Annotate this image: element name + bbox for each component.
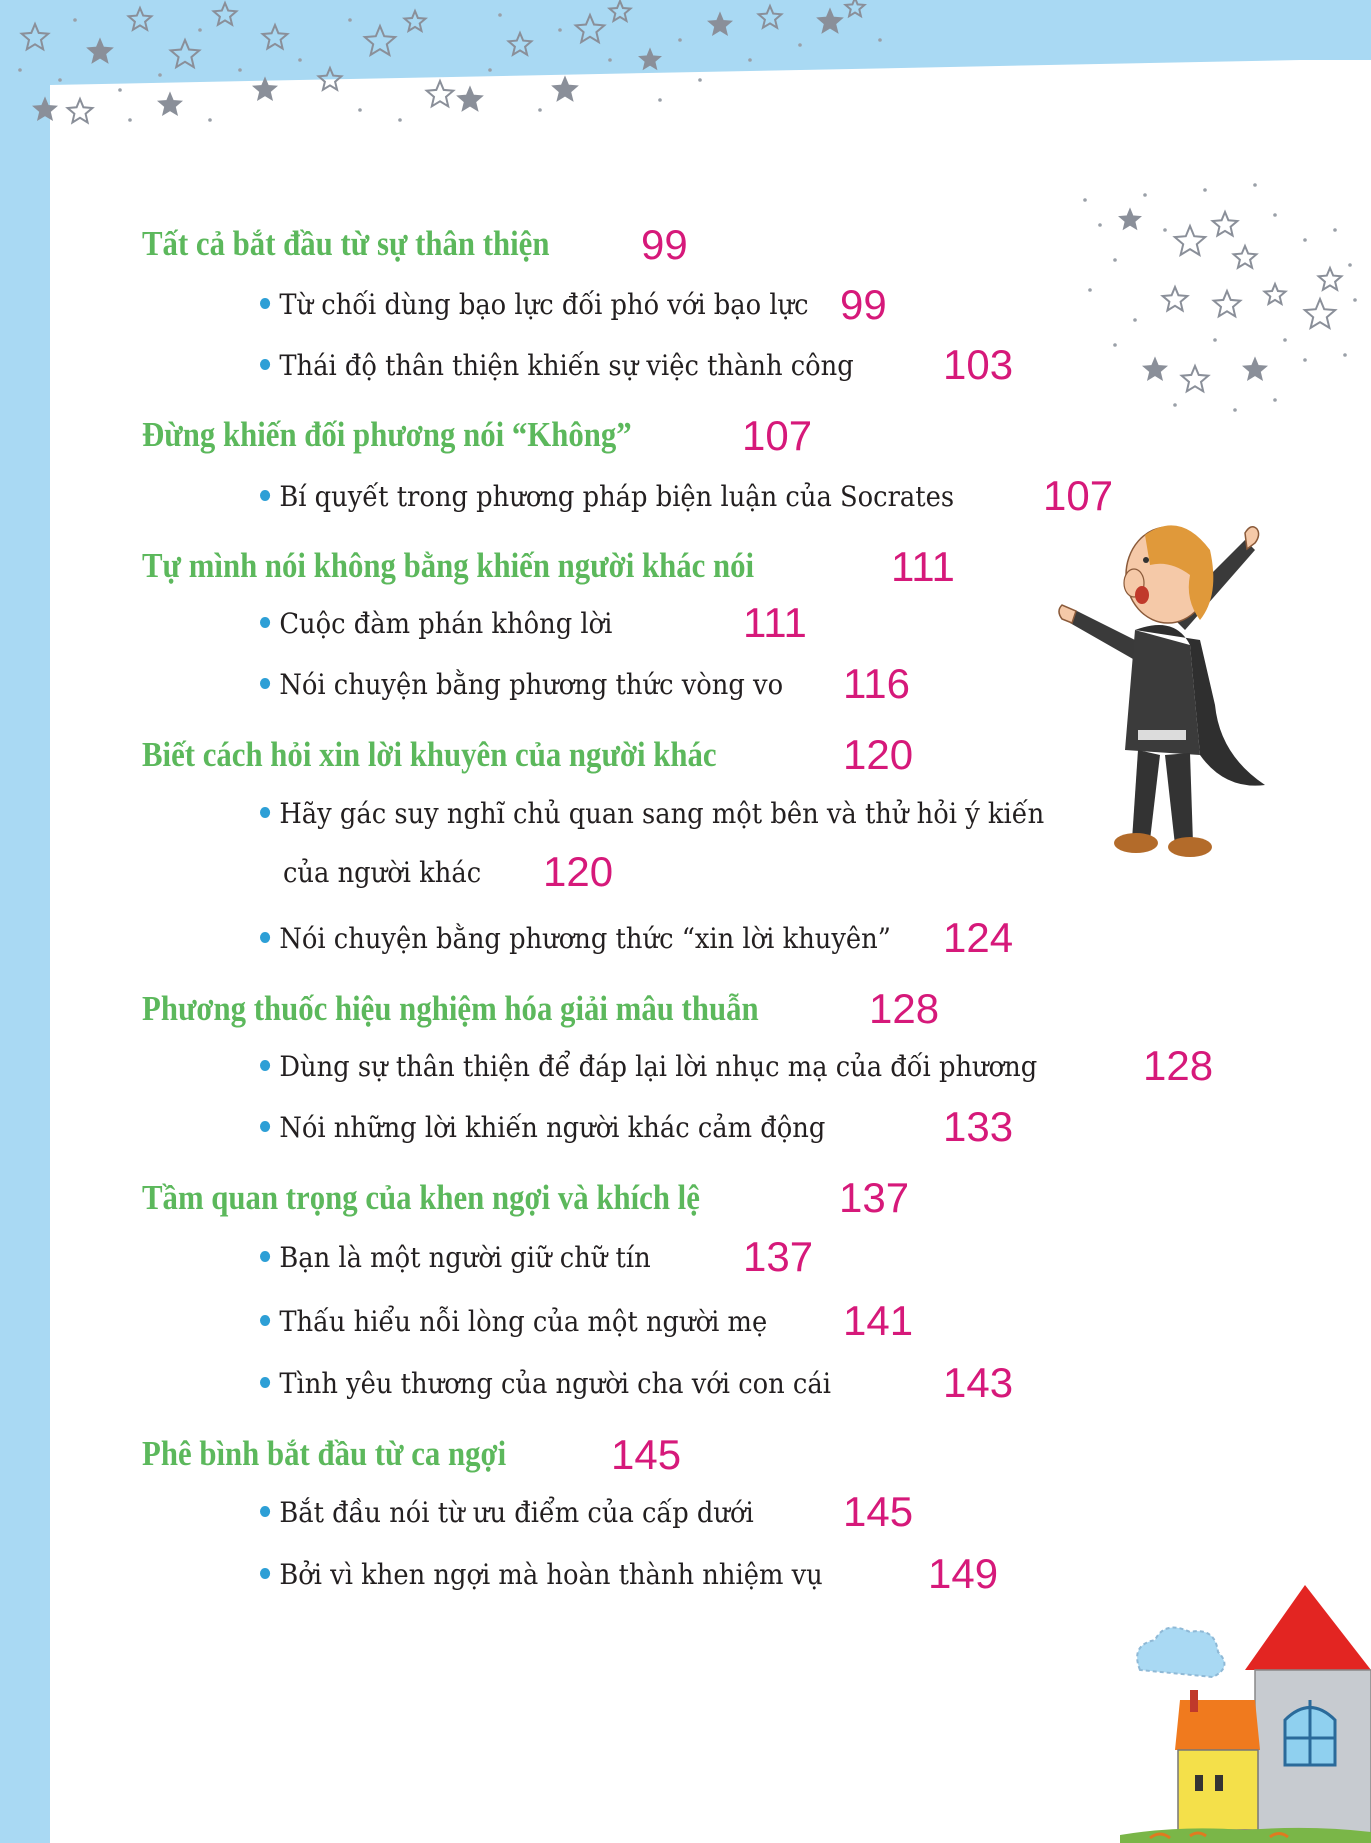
bullet-icon <box>260 1121 270 1132</box>
bullet-icon <box>260 359 270 370</box>
toc-page-number: 128 <box>869 985 940 1032</box>
toc-heading[interactable]: Phương thuốc hiệu nghiệm hóa giải mâu thuẫn <box>142 989 759 1028</box>
toc-page-number: 128 <box>1143 1042 1214 1089</box>
bullet-icon <box>260 617 270 628</box>
toc-item[interactable]: Cuộc đàm phán không lời <box>260 607 612 640</box>
bullet-icon <box>260 1568 270 1579</box>
bullet-icon <box>260 490 270 501</box>
toc-item[interactable]: Thái độ thân thiện khiến sự việc thành công <box>260 349 854 382</box>
toc-item[interactable]: Tình yêu thương của người cha với con cái <box>260 1367 831 1400</box>
toc-page-number: 107 <box>1043 472 1114 519</box>
toc-heading[interactable]: Tự mình nói không bằng khiến người khác nói <box>142 546 755 585</box>
toc-page-number: 111 <box>891 543 955 590</box>
toc-item[interactable]: Hãy gác suy nghĩ chủ quan sang một bên và thử hỏi ý kiến <box>260 797 1044 830</box>
toc-page-number: 120 <box>843 731 914 778</box>
toc-page-number: 137 <box>743 1233 814 1280</box>
toc-page-number: 149 <box>928 1550 999 1597</box>
toc-page-number: 133 <box>943 1103 1014 1150</box>
toc-page-number: 145 <box>611 1431 682 1478</box>
toc-page-number: 116 <box>843 660 910 707</box>
bullet-icon <box>260 1377 270 1388</box>
toc-item[interactable]: Bạn là một người giữ chữ tín <box>260 1241 651 1274</box>
toc-item[interactable]: Bởi vì khen ngợi mà hoàn thành nhiệm vụ <box>260 1558 823 1591</box>
toc-page-number: 143 <box>943 1359 1014 1406</box>
toc-heading[interactable]: Biết cách hỏi xin lời khuyên của người khác <box>142 735 717 774</box>
toc-item[interactable]: Nói chuyện bằng phương thức vòng vo <box>260 668 783 701</box>
toc-page-number: 124 <box>943 914 1014 961</box>
bullet-icon <box>260 1251 270 1262</box>
toc-page-number: 141 <box>843 1297 914 1344</box>
toc-page-number: 111 <box>743 599 807 646</box>
toc-heading[interactable]: Phê bình bắt đầu từ ca ngợi <box>142 1434 507 1473</box>
toc-item-continued: của người khác <box>283 856 482 889</box>
toc-page-number: 137 <box>839 1174 910 1221</box>
bullet-icon <box>260 1315 270 1326</box>
bullet-icon <box>260 1506 270 1517</box>
toc-item[interactable]: Bắt đầu nói từ ưu điểm của cấp dưới <box>260 1496 754 1529</box>
toc-item[interactable]: Bí quyết trong phương pháp biện luận của Socrates <box>260 480 954 513</box>
bullet-icon <box>260 1060 270 1071</box>
toc-page-number: 107 <box>742 412 813 459</box>
toc-page-number: 103 <box>943 341 1014 388</box>
toc-item[interactable]: Nói chuyện bằng phương thức “xin lời khuyên” <box>260 922 891 955</box>
bullet-icon <box>260 678 270 689</box>
toc-heading[interactable]: Tất cả bắt đầu từ sự thân thiện <box>142 224 550 263</box>
toc-heading[interactable]: Tầm quan trọng của khen ngợi và khích lệ <box>142 1178 700 1217</box>
toc-item[interactable]: Nói những lời khiến người khác cảm động <box>260 1111 825 1144</box>
toc-page-number: 99 <box>641 221 688 268</box>
toc-heading[interactable]: Đừng khiến đối phương nói “Không” <box>142 415 632 454</box>
toc-item[interactable]: Thấu hiểu nỗi lòng của một người mẹ <box>260 1305 767 1338</box>
toc-page-number: 145 <box>843 1488 914 1535</box>
toc-item[interactable]: Từ chối dùng bạo lực đối phó với bạo lực <box>260 288 809 321</box>
bullet-icon <box>260 298 270 309</box>
bullet-icon <box>260 932 270 943</box>
toc-page-number: 120 <box>543 848 614 895</box>
bullet-icon <box>260 807 270 818</box>
toc-item[interactable]: Dùng sự thân thiện để đáp lại lời nhục mạ của đối phương <box>260 1050 1037 1083</box>
toc-page-number: 99 <box>840 281 887 328</box>
